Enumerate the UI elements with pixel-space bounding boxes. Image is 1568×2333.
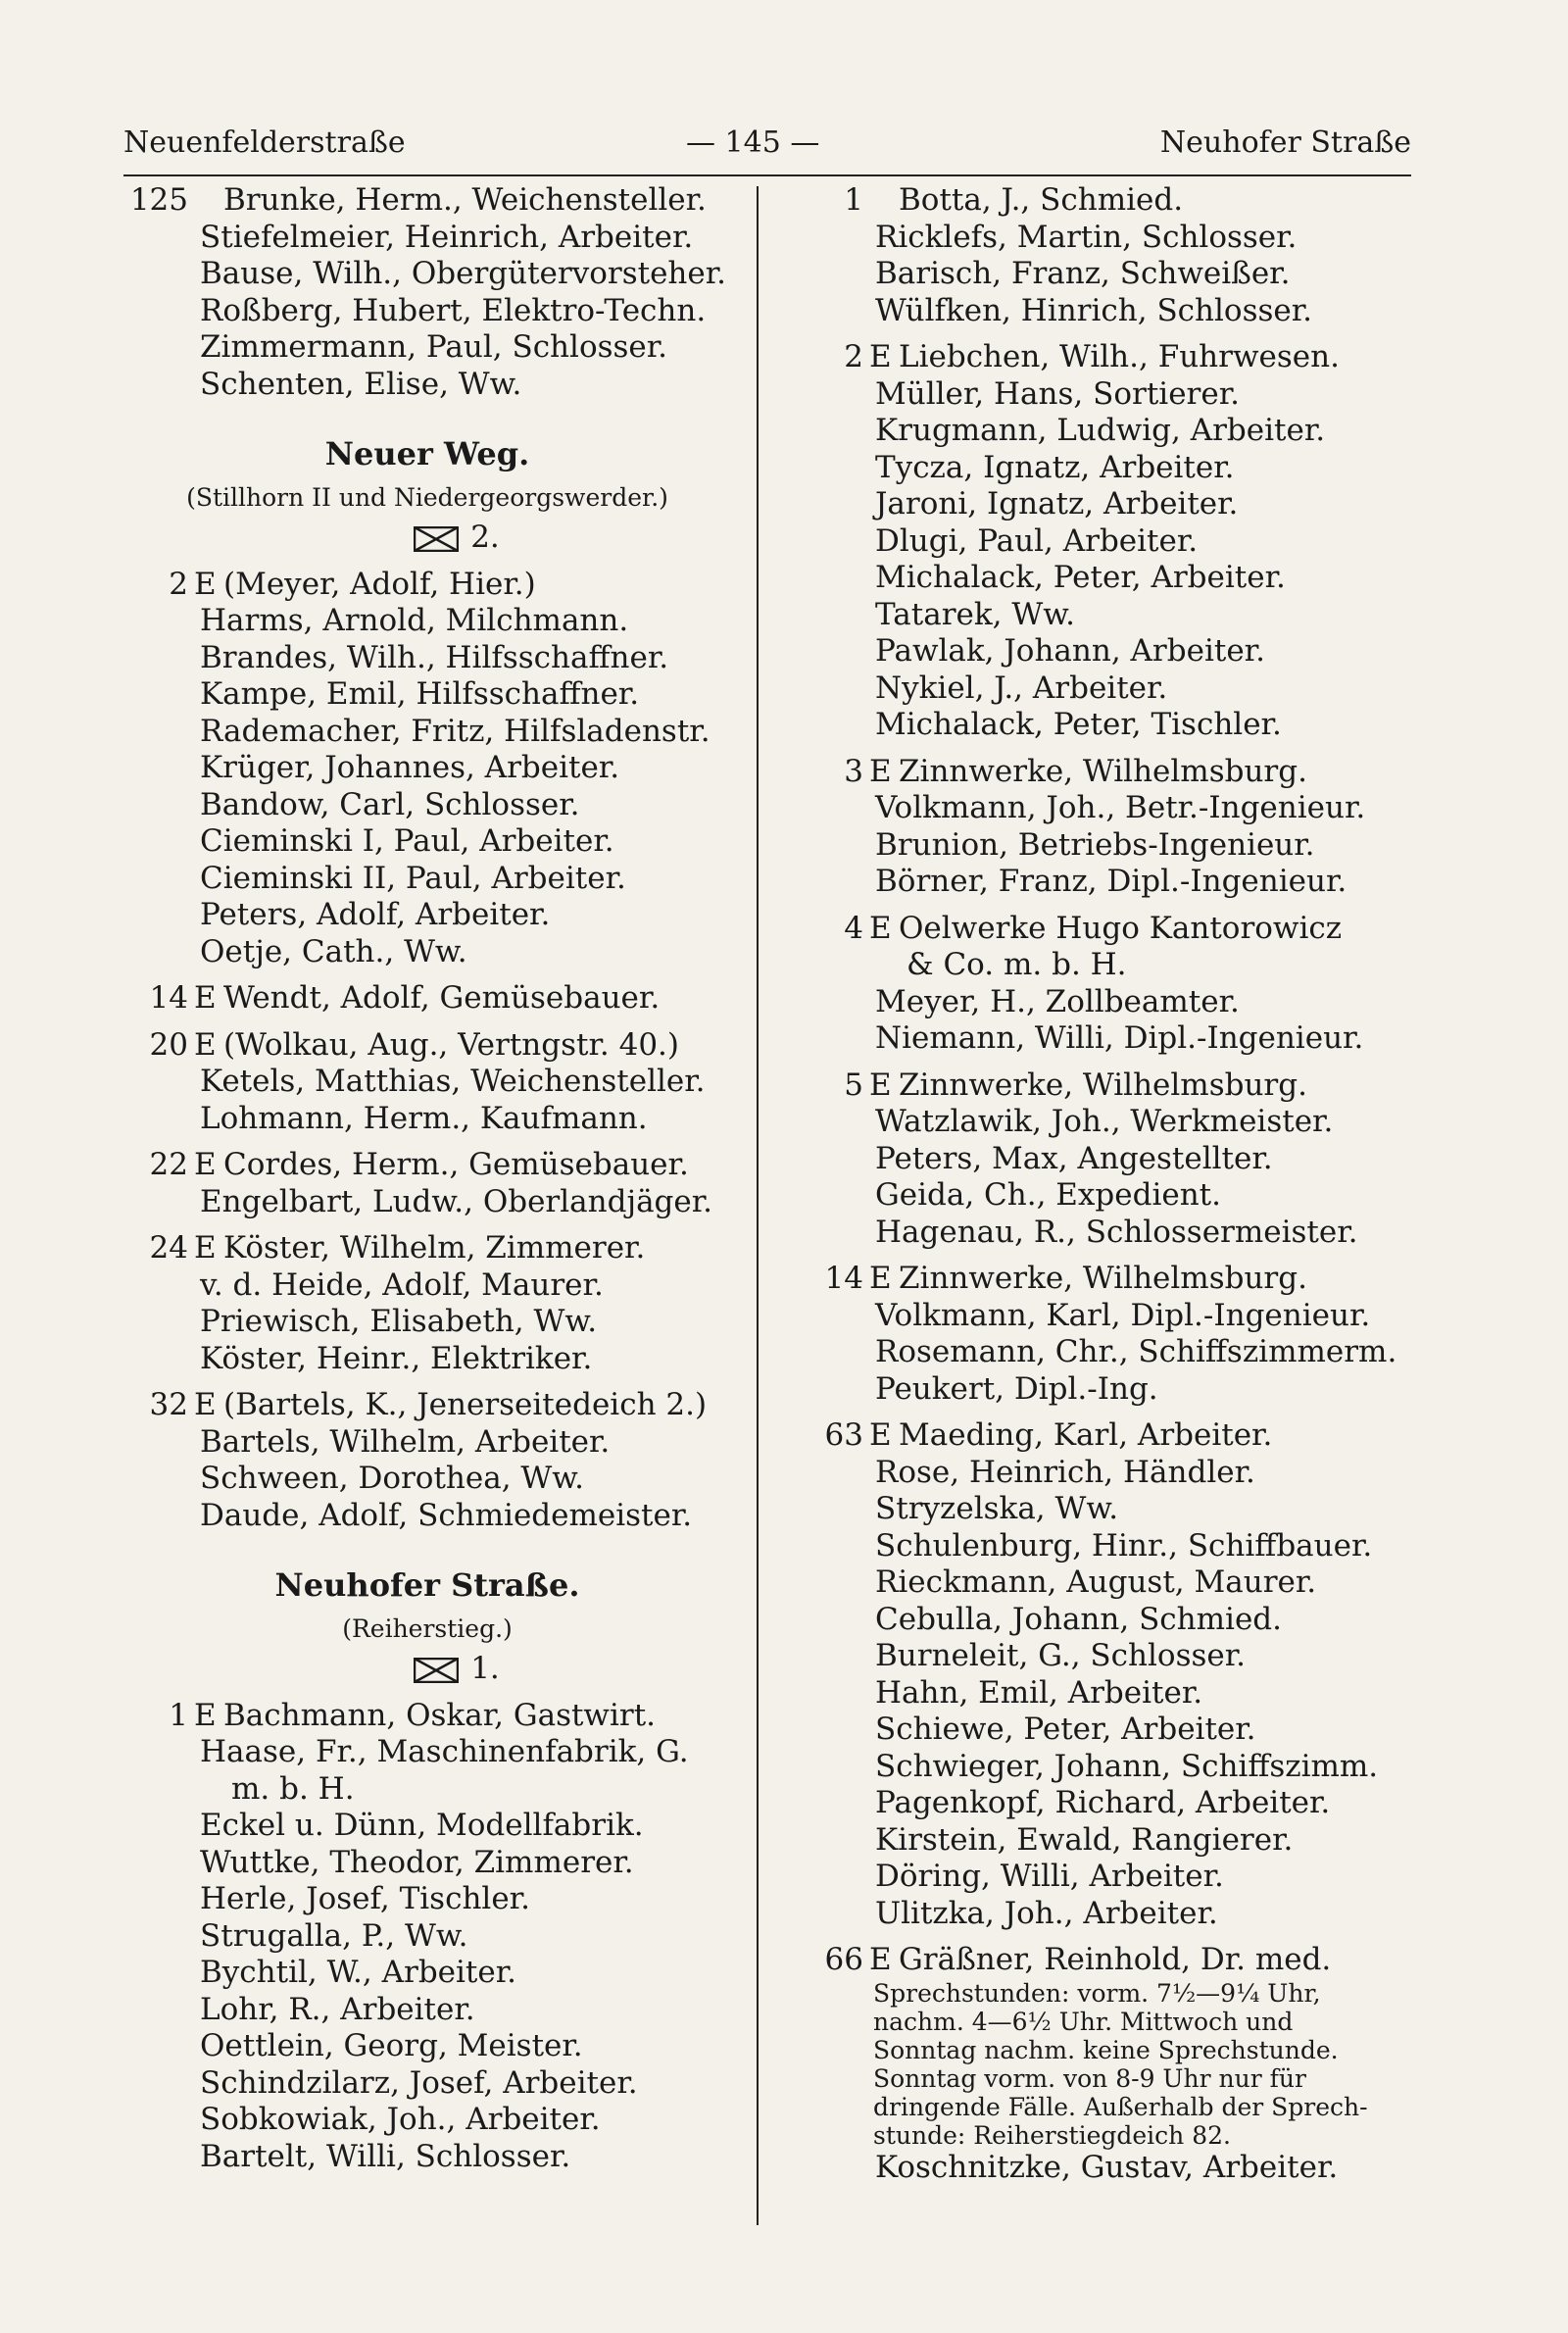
resident-line: Sobkowiak, Joh., Arbeiter. [200,2102,601,2137]
resident-line: Brunke, Herm., Weichensteller. [223,182,707,218]
house-number: 20 [149,1026,188,1063]
resident-line: Nykiel, J., Arbeiter. [875,670,1168,706]
resident-line: Köster, Wilhelm, Zimmerer. [223,1230,646,1266]
resident-line: Gräßner, Reinhold, Dr. med. [899,1942,1332,1977]
resident-line: Burneleit, G., Schlosser. [875,1638,1247,1673]
running-header-left: Neuenfelderstraße [123,125,406,160]
resident-line: Strugalla, P., Ww. [200,1917,468,1954]
house-number: 22 [149,1147,188,1182]
resident-line: Daude, Adolf, Schmiedemeister. [200,1497,693,1533]
house-entry [123,1147,731,1220]
house-entry [123,1230,731,1377]
owner-marker: E [194,1147,217,1182]
resident-line: Herle, Josef, Tischler. [200,1881,530,1916]
resident-line: Geida, Ch., Expedient. [875,1177,1221,1213]
owner-marker: E [194,566,217,602]
resident-line: Bachmann, Oskar, Gastwirt. [223,1697,657,1733]
resident-line: (Meyer, Adolf, Hier.) [223,566,536,602]
house-entry [799,1261,1426,1408]
postal-district [182,520,731,557]
resident-line: Bartelt, Willi, Schlosser. [200,2138,571,2174]
resident-line: Zimmermann, Paul, Schlosser. [200,329,668,365]
resident-line: Cieminski II, Paul, Arbeiter. [200,860,626,896]
resident-line: Bause, Wilh., Obergütervorsteher. [200,256,727,291]
resident-line: Lohmann, Herm., Kaufmann. [200,1100,648,1136]
house-entry [799,911,1426,1058]
resident-line: Wülfken, Hinrich, Schlosser. [875,292,1313,328]
street-subtitle: (Reiherstieg.) [342,1613,513,1643]
house-number: 14 [824,1261,863,1296]
owner-marker: E [194,1026,217,1063]
house-number: 5 [844,1067,863,1103]
house-entry [123,1027,731,1138]
resident-line: Peters, Max, Angestellter. [875,1140,1273,1176]
note-line: dringende Fälle. Außerhalb der Sprech- [873,2092,1368,2121]
envelope-icon [414,1658,459,1683]
resident-line: Schween, Dorothea, Ww. [200,1461,584,1496]
house-entry [123,980,731,1018]
resident-line: Kampe, Emil, Hilfsschaffner. [200,676,640,712]
resident-line: Schenten, Elise, Ww. [200,366,522,402]
resident-line: Müller, Hans, Sortierer. [875,375,1240,412]
house-number: 125 [129,182,188,218]
column-divider [757,186,759,2225]
resident-line: Michalack, Peter, Arbeiter. [875,560,1286,595]
resident-line: Peters, Adolf, Arbeiter. [200,897,551,932]
house-entry [123,1387,731,1534]
consultation-hours-note [799,1979,1426,2150]
house-number: 4 [844,910,863,946]
note-line: Sonntag vorm. von 8-9 Uhr nur für [873,2063,1306,2093]
resident-line: Jaroni, Ignatz, Arbeiter. [875,486,1239,521]
resident-line: Cebulla, Johann, Schmied. [875,1601,1282,1637]
resident-line: Cordes, Herm., Gemüsebauer. [223,1147,689,1182]
street-title-neuhofer-strasse: Neuhofer Straße. [274,1566,580,1604]
resident-line: Stryzelska, Ww. [875,1491,1119,1526]
owner-marker: E [869,1067,892,1103]
resident-line: Rose, Heinrich, Händler. [875,1454,1255,1490]
house-entry [799,182,1426,329]
house-number: 14 [149,980,188,1016]
resident-line: Kirstein, Ewald, Rangierer. [875,1821,1294,1858]
resident-line: Bandow, Carl, Schlosser. [200,786,580,822]
resident-line: Krüger, Johannes, Arbeiter. [200,750,620,785]
house-entry [799,339,1426,744]
house-number: 32 [149,1387,188,1422]
resident-line: m. b. H. [231,1770,355,1807]
resident-line: Rademacher, Fritz, Hilfsladenstr. [200,713,710,749]
resident-line: Wuttke, Theodor, Zimmerer. [200,1844,634,1880]
resident-line: Botta, J., Schmied. [899,182,1184,218]
resident-line: Tatarek, Ww. [875,596,1075,632]
house-number: 24 [149,1230,188,1266]
resident-line: Köster, Heinr., Elektriker. [200,1340,593,1376]
resident-line: Haase, Fr., Maschinenfabrik, G. [200,1734,689,1769]
owner-marker: E [869,1417,892,1453]
resident-line: Cieminski I, Paul, Arbeiter. [200,823,614,859]
owner-marker: E [869,1261,892,1296]
resident-line: Pagenkopf, Richard, Arbeiter. [875,1785,1331,1820]
resident-line: Zinnwerke, Wilhelmsburg. [899,753,1307,789]
resident-line: Volkmann, Karl, Dipl.-Ingenieur. [875,1297,1371,1333]
resident-line: Brandes, Wilh., Hilfsschaffner. [200,639,669,675]
resident-line: Engelbart, Ludw., Oberlandjäger. [200,1183,713,1219]
resident-line: Schwieger, Johann, Schiffszimm. [875,1748,1379,1784]
resident-line: Barisch, Franz, Schweißer. [875,256,1291,291]
resident-line: Schiewe, Peter, Arbeiter. [875,1712,1256,1747]
resident-line: Börner, Franz, Dipl.-Ingenieur. [875,864,1348,899]
street-title-neuer-weg: Neuer Weg. [324,435,530,472]
resident-line: Peukert, Dipl.-Ing. [875,1370,1158,1407]
owner-marker: E [869,910,892,946]
running-header-right: Neuhofer Straße [1159,125,1411,160]
resident-line: Schulenburg, Hinr., Schiffbauer. [875,1527,1373,1564]
resident-line: Rieckmann, August, Maurer. [875,1564,1317,1600]
house-number: 66 [824,1942,863,1977]
owner-marker: E [869,753,892,789]
house-entry [799,1417,1426,1932]
note-line: Sonntag nachm. keine Sprechstunde. [873,2035,1339,2064]
resident-line: Michalack, Peter, Tischler. [875,707,1282,742]
note-line: nachm. 4—6½ Uhr. Mittwoch und [873,2007,1294,2036]
resident-line: Lohr, R., Arbeiter. [200,1991,475,2027]
resident-line: Zinnwerke, Wilhelmsburg. [899,1067,1307,1103]
owner-marker: E [194,1697,217,1733]
owner-marker: E [869,339,892,374]
resident-line: Döring, Willi, Arbeiter. [875,1859,1224,1894]
house-number: 2 [844,339,863,374]
postal-district [182,1651,731,1688]
street-subtitle: (Stillhorn II und Niedergeorgswerder.) [186,482,668,512]
house-entry [799,754,1426,901]
resident-line: Bychtil, W., Arbeiter. [200,1955,517,1990]
owner-marker: E [194,1387,217,1422]
resident-line: Zinnwerke, Wilhelmsburg. [899,1261,1307,1296]
resident-line: Oetje, Cath., Ww. [200,933,467,969]
resident-line: Koschnitzke, Gustav, Arbeiter. [875,2149,1339,2185]
house-entry [123,1698,731,2176]
resident-line: Eckel u. Dünn, Modellfabrik. [200,1808,644,1843]
right-column [799,182,1426,2196]
resident-line: Pawlak, Johann, Arbeiter. [875,633,1265,669]
resident-line: Hahn, Emil, Arbeiter. [875,1674,1203,1711]
resident-line: Ricklefs, Martin, Schlosser. [875,219,1298,255]
resident-line: Schindzilarz, Josef, Arbeiter. [200,2064,638,2101]
resident-line: Roßberg, Hubert, Elektro-Techn. [200,292,707,328]
note-line: Sprechstunden: vorm. 7½—9¼ Uhr, [873,1978,1321,2008]
resident-line: Maeding, Karl, Arbeiter. [899,1417,1273,1453]
resident-line: Niemann, Willi, Dipl.-Ingenieur. [875,1020,1364,1056]
resident-line: Wendt, Adolf, Gemüsebauer. [223,980,661,1016]
page-number: — 145 — [686,125,820,160]
resident-line: v. d. Heide, Adolf, Maurer. [200,1266,604,1303]
house-entry [123,567,731,971]
house-entry-125 [123,182,731,403]
resident-line: Harms, Arnold, Milchmann. [200,603,629,638]
resident-line: Bartels, Wilhelm, Arbeiter. [200,1423,611,1460]
resident-line: (Bartels, K., Jenerseitedeich 2.) [223,1387,708,1422]
house-entry [799,1067,1426,1252]
resident-line: Ulitzka, Joh., Arbeiter. [875,1895,1218,1931]
postal-number: 1. [470,1651,500,1686]
house-number: 2 [169,566,188,602]
house-number: 63 [824,1417,863,1453]
resident-line: Rosemann, Chr., Schiffszimmerm. [875,1334,1397,1369]
house-number: 1 [844,182,863,218]
note-line: stunde: Reiherstiegdeich 82. [873,2120,1231,2150]
resident-line: Tycza, Ignatz, Arbeiter. [875,449,1235,485]
envelope-icon [414,526,459,552]
house-number: 3 [844,753,863,789]
owner-marker: E [194,1230,217,1266]
resident-line: Oettlein, Georg, Meister. [200,2028,583,2063]
resident-line: Krugmann, Ludwig, Arbeiter. [875,413,1326,448]
resident-line: Watzlawik, Joh., Werkmeister. [875,1104,1334,1139]
house-number: 1 [169,1697,188,1733]
resident-line: Volkmann, Joh., Betr.-Ingenieur. [875,790,1366,825]
resident-line: Hagenau, R., Schlossermeister. [875,1214,1358,1250]
house-entry [799,1942,1426,2186]
resident-line: Ketels, Matthias, Weichensteller. [200,1064,706,1099]
owner-marker [869,182,899,220]
postal-number: 2. [470,520,500,555]
resident-line: Priewisch, Elisabeth, Ww. [200,1304,598,1339]
owner-marker: E [194,980,217,1016]
resident-line: Dlugi, Paul, Arbeiter. [875,522,1199,559]
owner-marker: E [869,1942,892,1977]
resident-line: Stiefelmeier, Heinrich, Arbeiter. [200,219,694,255]
resident-line: Brunion, Betriebs-Ingenieur. [875,826,1315,863]
resident-line: Liebchen, Wilh., Fuhrwesen. [899,339,1340,374]
resident-line: Meyer, H., Zollbeamter. [875,983,1240,1019]
resident-line: & Co. m. b. H. [906,947,1127,982]
header-rule [123,174,1411,176]
resident-line: (Wolkau, Aug., Vertngstr. 40.) [223,1026,679,1063]
left-column [123,182,731,2185]
resident-line: Oelwerke Hugo Kantorowicz [899,910,1343,946]
